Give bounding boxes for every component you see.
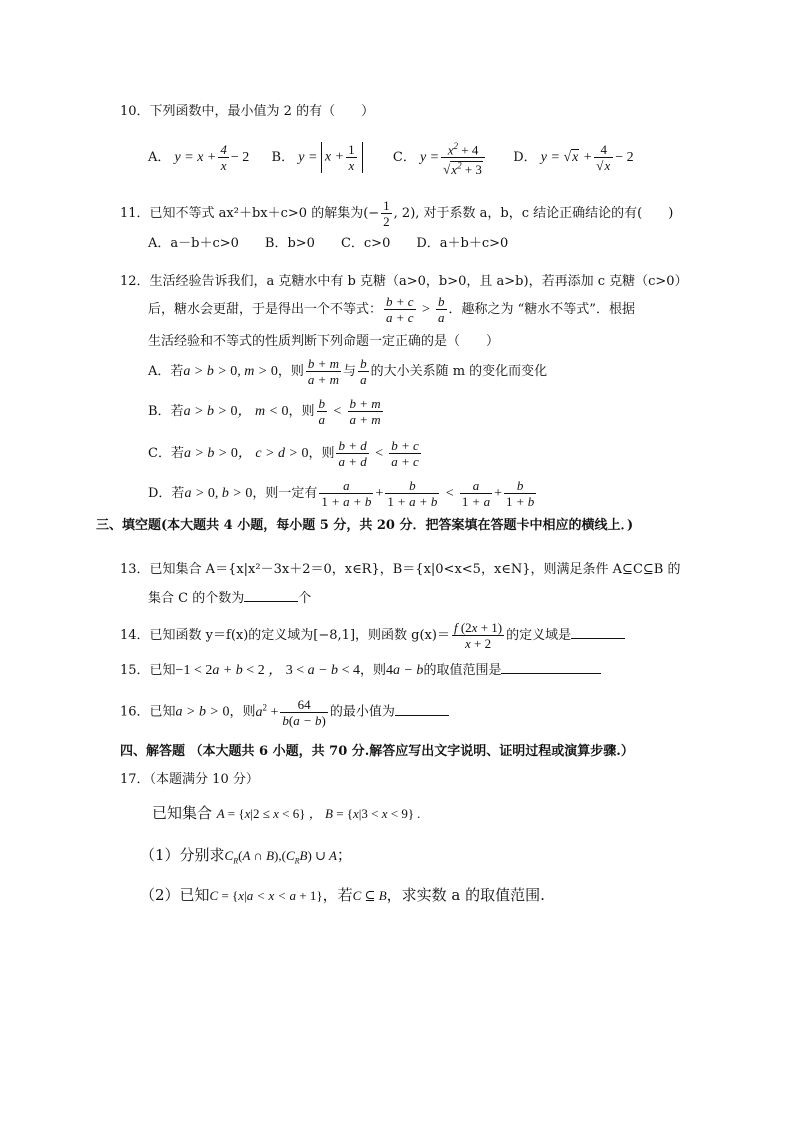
q15: 15．已知−1 < 2a + b < 2 ， 3 < a − b < 4，则4a − b的取值范围是 xyxy=(120,660,601,679)
q12-option-a-post: 的大小关系随 m 的变化而变化 xyxy=(370,364,548,379)
q11-stem-pre: 11．已知不等式 ax²＋bx＋c>0 的解集为(− xyxy=(120,206,380,221)
q10-option-a-formula: y = x + $\frac{4}{x}$ − 2 xyxy=(174,142,250,174)
q12-line1: 12．生活经验告诉我们，a 克糖水中有 b 克糖（a>0，b>0，且 a>b)，若再添加 c 克糖（c>0） xyxy=(120,274,688,289)
q15-post: 的取值范围是 xyxy=(423,663,502,678)
q13-line2-text: 集合 C 的个数为 xyxy=(148,591,245,606)
q12-line2-pre: 后，糖水会更甜，于是得出一个不等式： xyxy=(148,302,383,317)
q10-option-a-label: A． xyxy=(148,150,171,165)
q10-option-c-formula: y = $\frac{x^2 + 4}{√x^2 + 3}$ xyxy=(420,150,487,165)
q16-post: 的最小值为 xyxy=(329,704,395,720)
q10-options xyxy=(148,136,634,180)
q10-option-b-label: B． xyxy=(271,150,295,165)
q12-option-c: C．若a > b > 0， c > d > 0，则 $\frac{b + d}{a + d}$ < $\frac{b + c}{a + c}$ xyxy=(148,438,419,469)
q17-title: 17．（本题满分 10 分） xyxy=(120,772,259,787)
q16-pre: 16．已知 xyxy=(120,704,176,720)
q17-given: 已知集合 A = {x|2 ≤ x < 6} ， B = {x|3 < x < 9} . xyxy=(152,804,421,822)
q12-option-b-pre: B．若 xyxy=(148,404,184,419)
q13-answer-blank[interactable] xyxy=(244,588,298,602)
q12-option-a: A．若a > b > 0, m > 0，则 $\frac{b + m}{a + m}$ 与 $\frac{b}{a}$ 的大小关系随 m 的变化而变化 xyxy=(148,356,548,387)
q17-part2: （2）已知C = {x|a < x < a + 1}，若C ⊆ B，求实数 a 的取值范围. xyxy=(140,886,545,904)
q12-option-b-then: ，则 xyxy=(288,404,315,419)
q17-part2-mid: ，若 xyxy=(322,886,353,904)
q12-option-c-pre: C．若 xyxy=(148,446,184,461)
q11-frac-num: 1 xyxy=(383,198,390,213)
q12-option-a-pre: A．若 xyxy=(148,364,184,379)
q14-post: 的定义域是 xyxy=(506,628,572,643)
q17-given-pre: 已知集合 xyxy=(152,804,213,822)
q13-line1: 13．已知集合 A＝{x|x²－3x＋2＝0，x∈R}，B＝{x|0<x<5，x∈N}，则满足条件 A⊆C⊆B 的 xyxy=(120,562,681,577)
q12-option-d-pre: D．若 xyxy=(148,486,185,501)
q14-pre: 14．已知函数 y＝f(x)的定义域为[−8,1]，则函数 g(x)＝ xyxy=(120,628,450,643)
q12-line2: 后，糖水会更甜，于是得出一个不等式： $\frac{b + c}{a + c}$ > $\frac{b}{a}$ ．趣称之为 “糖水不等式”．根据 xyxy=(148,294,635,325)
section-4-heading: 四、解答题 （本大题共 6 小题，共 70 分.解答应写出文字说明、证明过程或演算步骤.） xyxy=(120,744,634,759)
q14-answer-blank[interactable] xyxy=(571,625,625,639)
q11-stem xyxy=(120,196,673,232)
q14: 14．已知函数 y＝f(x)的定义域为[−8,1]，则函数 g(x)＝ $\frac{f (2x + 1)}{x + 2}$ 的定义域是 xyxy=(120,618,625,654)
q12-option-c-then: ，则 xyxy=(308,446,335,461)
q15-mid: ，则 xyxy=(359,663,386,678)
q16-answer-blank[interactable] xyxy=(395,702,449,716)
q13-line2 xyxy=(148,588,311,607)
q10-option-d-label: D． xyxy=(513,150,537,165)
q12-option-b: B．若a > b > 0， m < 0，则 $\frac{b}{a}$ < $\frac{b + m}{a + m}$ xyxy=(148,396,381,427)
q17-part1-post: ； xyxy=(336,846,352,864)
q12-line3: 生活经验和不等式的性质判断下列命题一定正确的是（ ） xyxy=(148,334,500,349)
q12-option-d: D．若a > 0, b > 0，则一定有 $\frac{a}{1 + a + b}$ + $\frac{b}{1 + a + b}$ < $\frac{a}{1 + a}$ + $\frac{b}{1 + b}$ xyxy=(148,478,535,509)
q11-stem-post: , 2), 对于系数 a，b，c 结论正确结论的有( ) xyxy=(393,206,674,221)
q17-part1-pre: （1）分别求 xyxy=(140,846,225,864)
q10-stem: 10．下列函数中，最小值为 2 的有（ ） xyxy=(120,104,375,119)
q12-option-d-then: ，则一定有 xyxy=(252,486,318,501)
section-3-heading: 三、填空题(本大题共 4 小题，每小题 5 分，共 20 分．把答案填在答题卡中相应的横线上．) xyxy=(96,518,634,533)
q12-line2-post: ．趣称之为 “糖水不等式”．根据 xyxy=(448,302,635,317)
q15-pre: 15．已知 xyxy=(120,663,176,678)
q11-options: A．a－b＋c>0 B．b>0 C．c>0 D．a＋b＋c>0 xyxy=(148,236,509,251)
q10-option-b-formula: y = x + $\frac{1}{x}$ xyxy=(298,150,362,165)
q10-option-d-formula: y = √x + $\frac{4}{√x}$ − 2 xyxy=(540,142,634,174)
q16-then: ，则 xyxy=(229,704,256,720)
q17-part2-pre: （2）已知 xyxy=(140,886,210,904)
q15-answer-blank[interactable] xyxy=(501,660,601,674)
q17-part2-post: ，求实数 a 的取值范围. xyxy=(386,886,545,904)
q11-frac-den: 2 xyxy=(383,214,390,229)
q13-unit: 个 xyxy=(298,591,312,606)
q17-part1: （1）分别求$C_R(A$ ∩ $B),(C_RB)$ ∪ A； xyxy=(140,846,352,866)
q16: 16．已知a > b > 0，则$a^2$ + $\frac{64}{b(a - b)}$ 的最小值为 xyxy=(120,688,449,732)
q10-option-c-label: C． xyxy=(392,150,416,165)
